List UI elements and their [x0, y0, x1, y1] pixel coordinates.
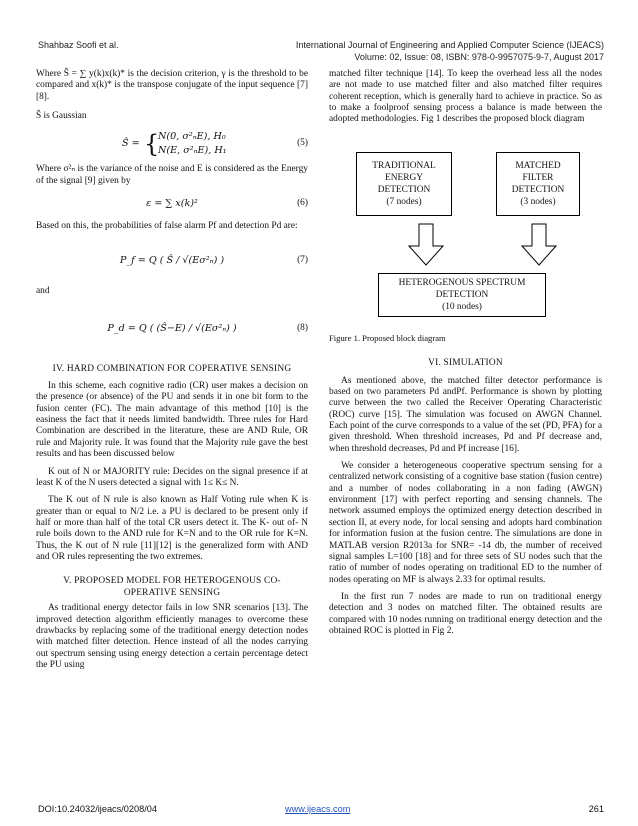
box-matched-filter-detection: [496, 152, 580, 216]
box2-line4: (3 nodes): [520, 197, 556, 207]
para-first-run: In the first run 7 nodes are made to run on traditional energy detection and 3 nodes on matched filter. The obtained results are compared with 10 nodes running on traditional energy detection and the obtained ROC is plotted in Fig 2.: [329, 591, 602, 636]
box1-line1: TRADITIONAL: [372, 161, 436, 171]
para-decision-criterion: Where Ŝ = ∑ y(k)x(k)* is the decision criterion, γ is the threshold to be compared and x(k)* is the transpose conjugate of the input sequence [7][8].: [36, 69, 308, 102]
arrow-right-down-icon: [522, 224, 556, 265]
eq6-number: (6): [297, 198, 308, 209]
header-volume: Volume: 02, Issue: 08, ISBN: 978-0-9957075-9-7, August 2017: [354, 52, 604, 62]
para-probabilities: Based on this, the probabilities of false alarm Pf and detection Pd are:: [36, 221, 298, 232]
eq5-case-h1: N(E, σ²ₙE), H₁: [158, 145, 227, 157]
para-majority-rule: K out of N or MAJORITY rule: Decides on the signal presence if at least K of the N users detected a signal with 1≤ K≤ N.: [36, 466, 308, 488]
box1-line2: ENERGY: [384, 173, 424, 183]
box3-line1: HETEROGENOUS SPECTRUM: [398, 278, 526, 288]
header-authors: Shahbaz Soofi et al.: [38, 40, 119, 50]
footer-page-number: 261: [588, 804, 604, 814]
para-simulation: As mentioned above, the matched filter detector performance is based on two parameters Pd andPf. Performance is shown by plotting curve between the two called the Receiver Operating Characteristic (ROC) curve [15]. The simulation was focused on AWGN Channel. Each point of the curve corresponds to a value of the set (PD, PFA) for a given threshold. When threshold increases, Pd and Pf decrease and, when threshold decreases, Pd and Pf increase [16].: [329, 375, 602, 454]
para-hard-combination: In this scheme, each cognitive radio (CR) user makes a decision on the presence (or absence) of the PU and sends it in one bit form to the fusion center (FC). The main advantage of this method [10] is the easiness the fact that it needs limited bandwidth. Three rules for Hard Combination are described in the literature, these are AND Rule, OR rule and Majority rule. It was found that the Majority rule gave the best results and has been discussed below: [36, 381, 308, 460]
equation-8: [36, 310, 308, 350]
para-and: and: [36, 286, 50, 297]
box1-line3: DETECTION: [377, 185, 431, 195]
equation-6: [36, 193, 308, 215]
eq5-number: (5): [297, 138, 308, 149]
box1-line4: (7 nodes): [386, 197, 422, 207]
section-v-heading-line1: V. PROPOSED MODEL FOR HETEROGENOUS CO-: [63, 576, 281, 587]
para-heterogeneous-network: We consider a heterogeneous cooperative spectrum sensing for a centralized network consisting of a cognitive base station (fusion centre) and a number of nodes collaborating in a non fading (AWGN) environment [17] with perfect reporting and sensing channels. The network assumed employs the optimized energy detection described in section II, at every node, for local sensing and adopts hard combination for information fusion at the fusion centre. The simulations are done in MATLAB version R2013a for SNR= -14 db, the number of received signal samples L=100 [18] and for three sets of SU nodes such that the ratio of number of nodes operating on traditional ED to the number of nodes operating on MF is always 2.33 for optimal results.: [329, 461, 602, 585]
footer-website-link[interactable]: www.ijeacs.com: [285, 804, 351, 814]
eq5-lhs: Ŝ =: [122, 138, 140, 150]
footer-doi: DOI:10.24032/ijeacs/0208/04: [38, 804, 158, 814]
left-column: [36, 69, 308, 671]
box2-line2: FILTER: [522, 173, 554, 183]
right-column: [329, 69, 602, 126]
eq8-number: (8): [297, 322, 308, 333]
right-column-lower: [329, 333, 602, 637]
eq7-expression: P_f = Q ( Ŝ / √(Eσ²ₙ) ): [119, 255, 225, 267]
box2-line3: DETECTION: [511, 185, 565, 195]
equation-7: [36, 242, 308, 282]
para-matched-filter: matched filter technique [14]. To keep the overhead less all the nodes are not made to use matched filter and also matched filter requires coherent reception, which is generally hard to achieve in practice. So as to make a foolproof sensing process a balance is made between the adopted methodologies. Fig 1 describes the proposed block diagram: [329, 69, 602, 125]
eq7-number: (7): [297, 255, 308, 266]
header-journal: International Journal of Engineering and Applied Computer Science (IJEACS): [295, 40, 604, 50]
para-proposed-model: As traditional energy detector fails in low SNR scenarios [13]. The improved detection algorithm efficiently manages to overcome these drawbacks by replacing some of the traditional energy detection nodes with matched filter detection. Hence instead of all the nodes carrying out spectrum sensing using energy detection a certain percentage detect the PU using: [36, 603, 308, 670]
box3-line3: (10 nodes): [442, 302, 482, 312]
arrow-left-down-icon: [409, 224, 443, 265]
section-v-heading: [36, 575, 308, 599]
eq5-case-h0: N(0, σ²ₙE), H₀: [158, 131, 226, 143]
section-iv-heading: IV. HARD COMBINATION FOR COPERATIVE SENSING: [52, 363, 292, 374]
para-gaussian: Ŝ is Gaussian: [36, 111, 87, 122]
box-traditional-energy-detection: [356, 152, 452, 216]
para-variance: Where σ²ₙ is the variance of the noise and E is considered as the Energy of the signal [9] given by: [36, 164, 308, 186]
box2-line1: MATCHED: [515, 161, 561, 171]
section-v-heading-line2: OPERATIVE SENSING: [123, 588, 221, 599]
eq8-expression: P_d = Q ( (Ŝ−E) / √(Eσ²ₙ) ): [107, 322, 237, 334]
box-heterogenous-spectrum-detection: [378, 273, 546, 317]
eq5-brace: {: [144, 130, 160, 159]
section-vi-heading: VI. SIMULATION: [428, 358, 503, 369]
box3-line2: DETECTION: [435, 290, 489, 300]
para-half-voting: The K out of N rule is also known as Half Voting rule when K is greater than or equal to N/2 i.e. a PU is declared to be present only if half or more than half of the total CR users detect it. The K- out of- N rule boils down to the AND rule for K=N and to the OR rule for K=N. Thus, the K out of N rule [11][12] is the generalized form with AND and OR rules representing the two extremes.: [36, 495, 308, 562]
equation-5: [36, 130, 308, 160]
eq6-expression: ε = ∑ x(k)²: [146, 198, 198, 210]
figure-caption: Figure 1. Proposed block diagram: [329, 333, 446, 343]
